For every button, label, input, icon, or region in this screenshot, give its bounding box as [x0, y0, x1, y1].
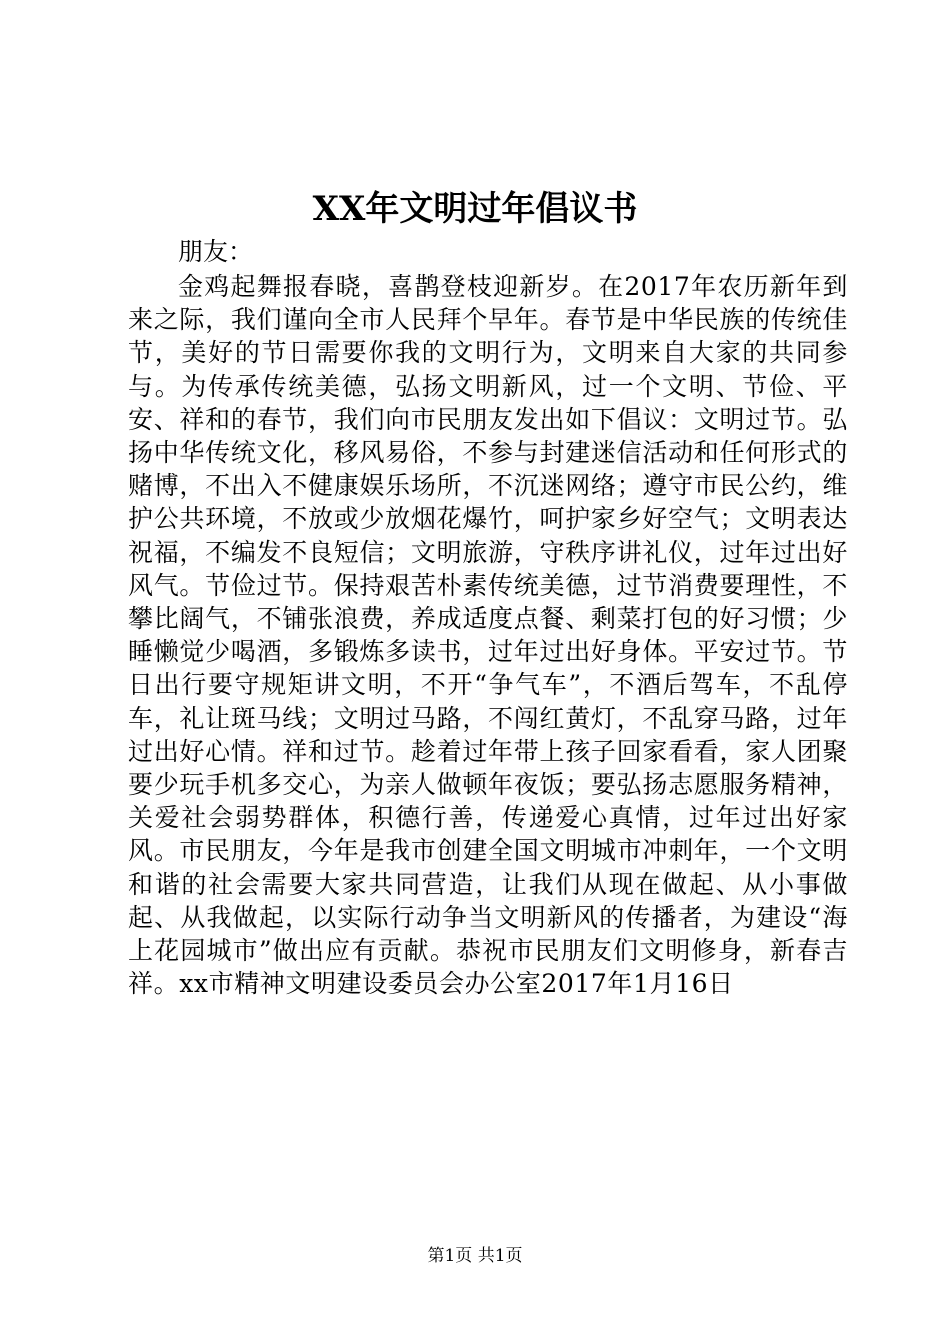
body-paragraph: 金鸡起舞报春晓，喜鹊登枝迎新岁。在2017年农历新年到来之际，我们谨向全市人民拜个早年。春节是中华民族的传统佳节，美好的节日需要你我的文明行为，文明来自大家的共同参与。为传承传统美德，弘扬文明新风，过一个文明、节俭、平安、祥和的春节，我们向市民朋友发出如下倡议：文明过节。弘扬中华传统文化，移风易俗，不参与封建迷信活动和任何形式的赌博，不出入不健康娱乐场所，不沉迷网络；遵守市民公约，维护公共环境，不放或少放烟花爆竹，呵护家乡好空气；文明表达祝福，不编发不良短信；文明旅游，守秩序讲礼仪，过年过出好风气。节俭过节。保持艰苦朴素传统美德，过节消费要理性，不攀比阔气，不铺张浪费，养成适度点餐、剩菜打包的好习惯；少睡懒觉少喝酒，多锻炼多读书，过年过出好身体。平安过节。节日出行要守规矩讲文明，不开“争气车”，不酒后驾车，不乱停车，礼让斑马线；文明过马路，不闯红黄灯，不乱穿马路，过年过出好心情。祥和过节。趁着过年带上孩子回家看看，家人团聚要少玩手机多交心，为亲人做顿年夜饭；要弘扬志愿服务精神，关爱社会弱势群体，积德行善，传递爱心真情，过年过出好家风。市民朋友，今年是我市创建全国文明城市冲刺年，一个文明和谐的社会需要大家共同营造，让我们从现在做起、从小事做起、从我做起，以实际行动争当文明新风的传播者，为建设“海上花园城市”做出应有贡献。恭祝市民朋友们文明修身，新春吉祥。xx市精神文明建设委员会办公室2017年1月16日	[128, 272, 848, 999]
document-title: XX年文明过年倡议书	[312, 189, 638, 229]
salutation: 朋友：	[178, 237, 254, 266]
page-number: 第1页 共1页	[427, 1246, 523, 1266]
